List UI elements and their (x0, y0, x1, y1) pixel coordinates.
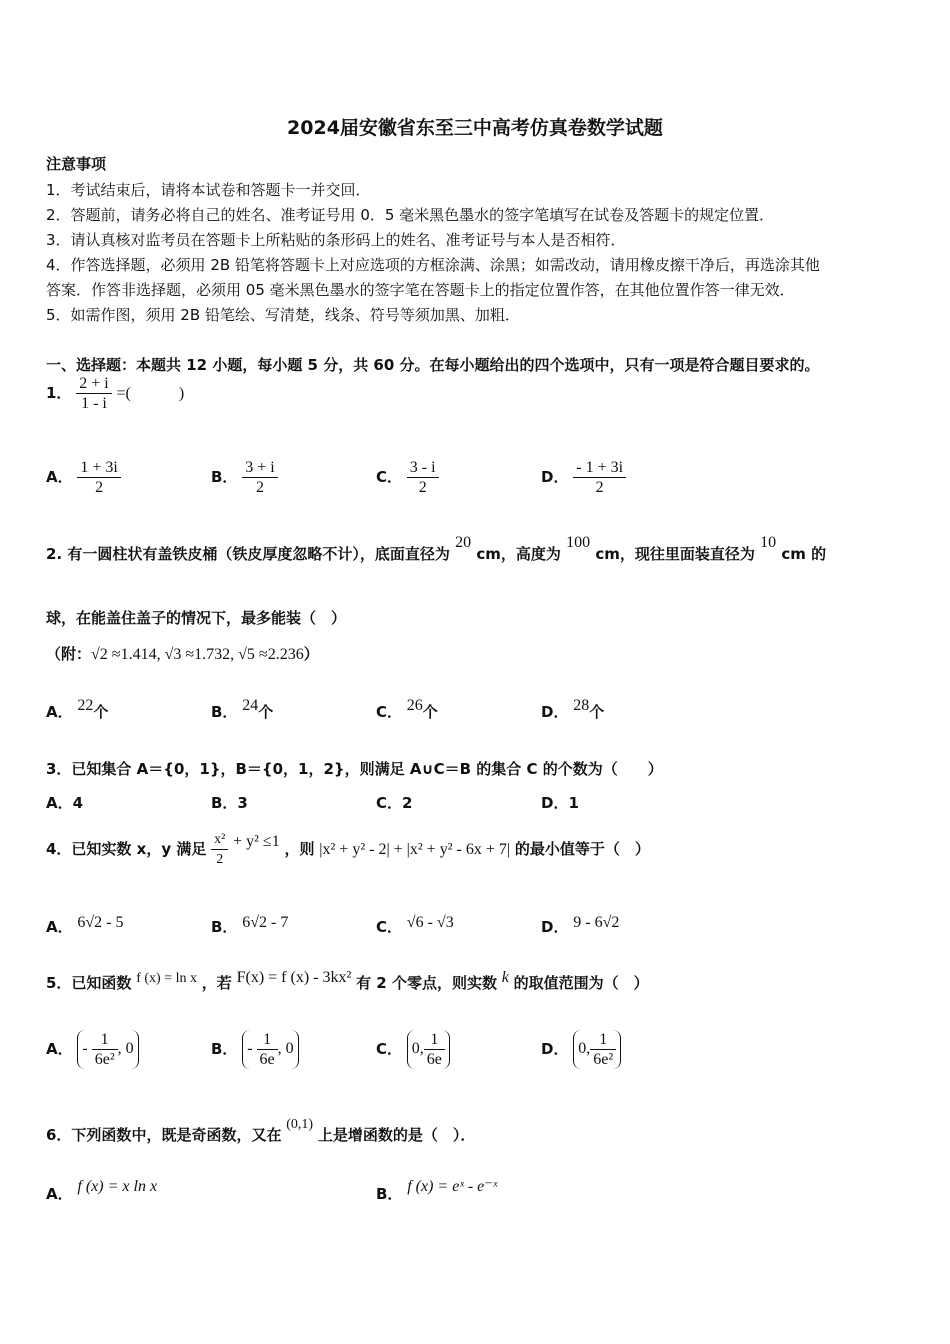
option-label: A． (46, 468, 73, 486)
question-6 (46, 1117, 476, 1145)
option-label: D． (541, 703, 569, 721)
unit-text: cm 的 (781, 545, 827, 563)
option-value: √6 - √3 (406, 914, 454, 931)
notice-item: 4．作答选择题，必须用 2B 铅笔将答题卡上对应选项的方框涂满、涂黑；如需改动，请用橡皮擦干净后，再选涂其他 (46, 256, 820, 274)
interval (573, 1030, 621, 1069)
question-stem: 的最小值等于（ ） (514, 840, 650, 858)
fraction (92, 1030, 118, 1069)
option-value: 6√2 - 5 (77, 914, 124, 931)
option-a[interactable] (46, 458, 121, 497)
notice-item: 2．答题前，请务必将自己的姓名、准考证号用 0．5 毫米黑色墨水的签字笔填写在试卷及答题卡的规定位置． (46, 206, 775, 224)
option-label: A． (46, 1185, 73, 1203)
expression: |x² + y² - 2| + |x² + y² - 6x + 7| (319, 841, 511, 858)
denominator: 1 - i (81, 395, 107, 412)
option-label: B． (211, 703, 238, 721)
option-label: C． (376, 468, 403, 486)
note-math: √2 ≈1.414, √3 ≈1.732, √5 ≈2.236 (91, 646, 304, 663)
denominator: 2 (216, 852, 224, 867)
question-2 (46, 534, 827, 564)
denominator: 2 (95, 479, 104, 496)
fraction (211, 830, 228, 869)
notice-item: 1．考试结束后，请将本试卷和答题卡一并交回． (46, 181, 371, 199)
option-b[interactable] (211, 916, 288, 937)
prefix: - (82, 1040, 88, 1058)
interval (407, 1030, 450, 1069)
numerator: 1 + 3i (77, 458, 120, 478)
denominator: 2 (255, 479, 264, 496)
option-unit: 个 (258, 703, 274, 721)
option-label: D． (541, 1040, 569, 1058)
question-1 (46, 374, 184, 413)
option-b[interactable] (211, 1030, 299, 1069)
option-label: C． (376, 1040, 403, 1058)
interval (242, 1030, 298, 1069)
option-label: A． (46, 1040, 73, 1058)
option-value: 24 (242, 697, 259, 714)
fraction (407, 458, 439, 497)
option-label: D． (541, 918, 569, 936)
question-stem: 的取值范围为（ ） (513, 974, 649, 992)
option-b[interactable] (211, 458, 278, 497)
value-height: 100 (566, 534, 591, 551)
option-label: B． (211, 918, 238, 936)
question-stem: 有 2 个零点，则实数 (356, 974, 497, 992)
interval (77, 1030, 138, 1069)
question-number: 1． (46, 384, 72, 402)
prefix: 0, (578, 1040, 591, 1058)
option-label: A． (46, 703, 73, 721)
option-value: 28 (573, 697, 590, 714)
page-title: 2024届安徽省东至三中高考仿真卷数学试题 (287, 117, 663, 139)
option-label: B． (376, 1185, 403, 1203)
option-b[interactable] (376, 1178, 498, 1204)
suffix: , 0 (117, 1040, 134, 1058)
note-close: ） (303, 645, 319, 663)
numerator: - 1 + 3i (573, 458, 626, 478)
denominator: 6e (259, 1051, 275, 1068)
option-d[interactable] (541, 458, 626, 497)
fraction (424, 1030, 445, 1069)
option-b[interactable] (211, 697, 274, 722)
fraction (573, 458, 626, 497)
notice-item: 5．如需作图，须用 2B 铅笔绘、写清楚，线条、符号等须加黑、加粗． (46, 306, 520, 324)
question-4 (46, 830, 650, 869)
option-label: C． (376, 703, 403, 721)
section-heading: 一、选择题：本题共 12 小题，每小题 5 分，共 60 分。在每小题给出的四个选项中，只有一项是符合题目要求的。 (46, 356, 820, 374)
numerator: 1 (424, 1030, 445, 1050)
option-unit: 个 (589, 703, 605, 721)
denominator: 6e² (94, 1051, 115, 1068)
numerator: 2 + i (76, 374, 111, 394)
condition: + y² ≤1 (233, 833, 280, 850)
fraction (257, 1030, 278, 1069)
denominator: 2 (418, 479, 427, 496)
suffix: , 0 (277, 1040, 294, 1058)
unit-text: cm，高度为 (476, 545, 561, 563)
option-c[interactable]: C．2 (376, 794, 413, 812)
option-value: 9 - 6√2 (573, 914, 620, 931)
denominator: 6e² (593, 1051, 614, 1068)
option-c[interactable] (376, 697, 438, 722)
denominator: 6e (426, 1051, 442, 1068)
option-c[interactable] (376, 1030, 450, 1069)
option-a[interactable] (46, 1178, 158, 1204)
interval: (0,1) (286, 1117, 314, 1132)
question-stem: ，若 (201, 974, 232, 992)
prefix: 0, (411, 1040, 424, 1058)
question-tail: =( ) (116, 385, 185, 402)
value-diameter: 20 (455, 534, 472, 551)
notice-item: 答案．作答非选择题，必须用 05 毫米黑色墨水的签字笔在答题卡上的指定位置作答，在其他位置作答一律无效． (46, 281, 795, 299)
option-value: f (x) = x ln x (77, 1178, 158, 1195)
question-stem: 5．已知函数 (46, 974, 132, 992)
question-stem: 4．已知实数 x，y 满足 (46, 840, 207, 858)
notice-heading: 注意事项 (46, 155, 107, 173)
option-d[interactable]: D．1 (541, 794, 579, 812)
value-ball-diameter: 10 (760, 534, 777, 551)
question-note (46, 643, 319, 664)
option-label: D． (541, 468, 569, 486)
fraction (590, 1030, 616, 1069)
option-unit: 个 (422, 703, 438, 721)
numerator: 3 - i (407, 458, 439, 478)
option-b[interactable]: B．3 (211, 794, 248, 812)
option-d[interactable] (541, 1030, 621, 1069)
fraction (77, 458, 120, 497)
numerator: 1 (257, 1030, 278, 1050)
function-f: f (x) = ln x (136, 971, 198, 986)
option-a[interactable] (46, 697, 109, 722)
question-stem: ，则 (284, 840, 315, 858)
option-value: 22 (77, 697, 94, 714)
note-open: （附： (46, 645, 92, 663)
function-big-f: F(x) = f (x) - 3kx² (236, 969, 352, 986)
question-3: 3．已知集合 A＝{0，1}，B＝{0，1，2}，则满足 A∪C＝B 的集合 C 的个数为（ ） (46, 760, 663, 778)
prefix: - (247, 1040, 253, 1058)
option-a[interactable] (46, 1030, 139, 1069)
variable-k: k (501, 969, 509, 986)
numerator: x² (211, 830, 228, 850)
numerator: 1 (92, 1030, 118, 1050)
notice-item: 3．请认真核对监考员在答题卡上所粘贴的条形码上的姓名、准考证号与本人是否相符． (46, 231, 626, 249)
option-value: f (x) = eˣ - e⁻ˣ (407, 1178, 498, 1195)
unit-text: cm，现往里面装直径为 (595, 545, 755, 563)
option-a[interactable]: A．4 (46, 794, 84, 812)
option-unit: 个 (93, 703, 109, 721)
question-stem: 2. 有一圆柱状有盖铁皮桶（铁皮厚度忽略不计），底面直径为 (46, 545, 450, 563)
option-d[interactable] (541, 697, 605, 722)
option-value: 6√2 - 7 (242, 914, 289, 931)
question-stem: 6．下列函数中，既是奇函数，又在 (46, 1126, 282, 1144)
option-value: 26 (406, 697, 423, 714)
question-stem: 上是增函数的是（ ）． (317, 1126, 476, 1144)
option-c[interactable] (376, 916, 454, 937)
option-a[interactable] (46, 916, 124, 937)
fraction (242, 458, 277, 497)
option-label: B． (211, 1040, 238, 1058)
fraction (76, 374, 111, 413)
denominator: 2 (595, 479, 604, 496)
option-label: A． (46, 918, 73, 936)
question-5 (46, 969, 649, 993)
option-c[interactable] (376, 458, 439, 497)
numerator: 1 (590, 1030, 616, 1050)
option-label: C． (376, 918, 403, 936)
option-label: B． (211, 468, 238, 486)
option-d[interactable] (541, 916, 619, 937)
question-stem: 球，在能盖住盖子的情况下，最多能装（ ） (46, 609, 347, 627)
numerator: 3 + i (242, 458, 277, 478)
